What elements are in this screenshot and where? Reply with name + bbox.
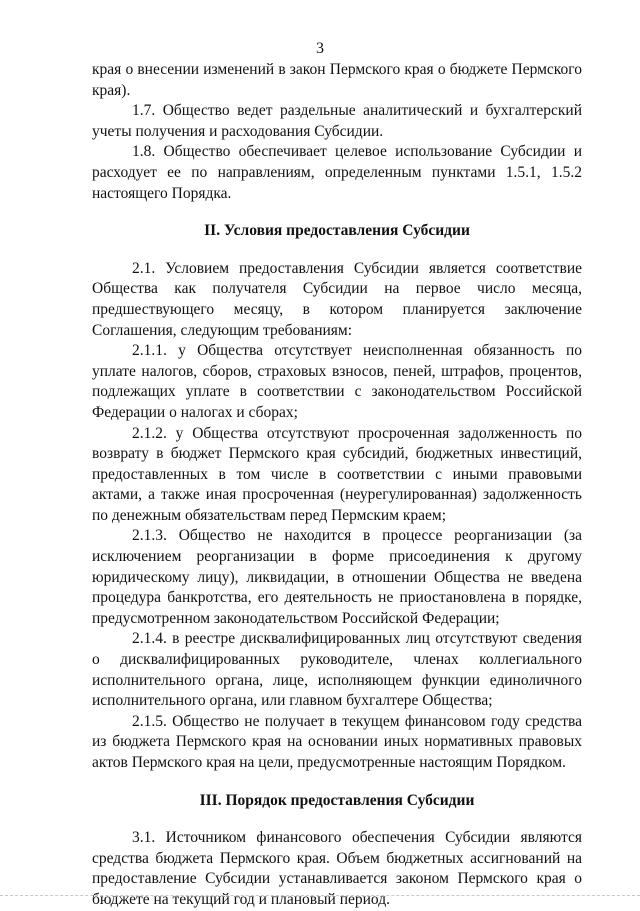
- continuation-paragraph: края о внесении изменений в закон Пермского края о бюджете Пермского края).: [92, 61, 582, 99]
- paragraph-1-8: 1.8. Общество обеспечивает целевое использование Субсидии и расходует ее по направлениям, определенным пунктами 1.5.1, 1.5.2 настоящего Порядка.: [92, 143, 582, 202]
- paragraph-1-7: 1.7. Общество ведет раздельные аналитический и бухгалтерский учеты получения и расходования Субсидии.: [92, 102, 582, 140]
- document-body: [92, 60, 582, 911]
- page-number: 3: [316, 40, 324, 57]
- paragraph-2-1-2: 2.1.2. у Общества отсутствуют просроченная задолженность по возврату в бюджет Пермского края субсидий, бюджетных инвестиций, предоставленных в том числе в соответствии с иными правовыми актами, а также иная просроченная (неурегулированная) задолженность по денежным обязательствам перед Пермским краем;: [92, 424, 582, 524]
- paragraph-2-1-1: 2.1.1. у Общества отсутствует неисполненная обязанность по уплате налогов, сборов, страховых взносов, пеней, штрафов, процентов, подлежащих уплате в соответствии с законодательством Российской Федерации о налогах и сборах;: [92, 342, 582, 421]
- paragraph-2-1-3: 2.1.3. Общество не находится в процессе реорганизации (за исключением реорганизации в форме присоединения к другому юридическому лицу), ликвидации, в отношении Общества не введена процедура банкротства, его деятельность не приостановлена в порядке, предусмотренном законодательством Российской Федерации;: [92, 527, 582, 627]
- paragraph-2-1-5: 2.1.5. Общество не получает в текущем финансовом году средства из бюджета Пермского края на основании иных нормативных правовых актов Пермского края на цели, предусмотренные настоящим Порядком.: [92, 712, 582, 771]
- page-bottom-edge: [0, 895, 640, 897]
- section-heading-iii: III. Порядок предоставления Субсидии: [199, 791, 475, 809]
- paragraph-2-1: 2.1. Условием предоставления Субсидии является соответствие Общества как получателя Субсидии на первое число месяца, предшествующего месяцу, в котором планируется заключение Соглашения, следующим требованиям:: [92, 259, 582, 339]
- section-heading-ii: II. Условия предоставления Субсидии: [204, 222, 470, 240]
- paragraph-3-1: 3.1. Источником финансового обеспечения Субсидии являются средства бюджета Пермского края. Объем бюджетных ассигнований на предоставление Субсидии устанавливается законом Пермского края о бюджете на текущий год и плановый период.: [92, 829, 582, 908]
- paragraph-2-1-4: 2.1.4. в реестре дисквалифицированных лиц отсутствуют сведения о дисквалифицированных руководителе, членах коллегиального исполнительного органа, лице, исполняющем функции единоличного исполнительного органа, или главном бухгалтере Общества;: [92, 630, 582, 710]
